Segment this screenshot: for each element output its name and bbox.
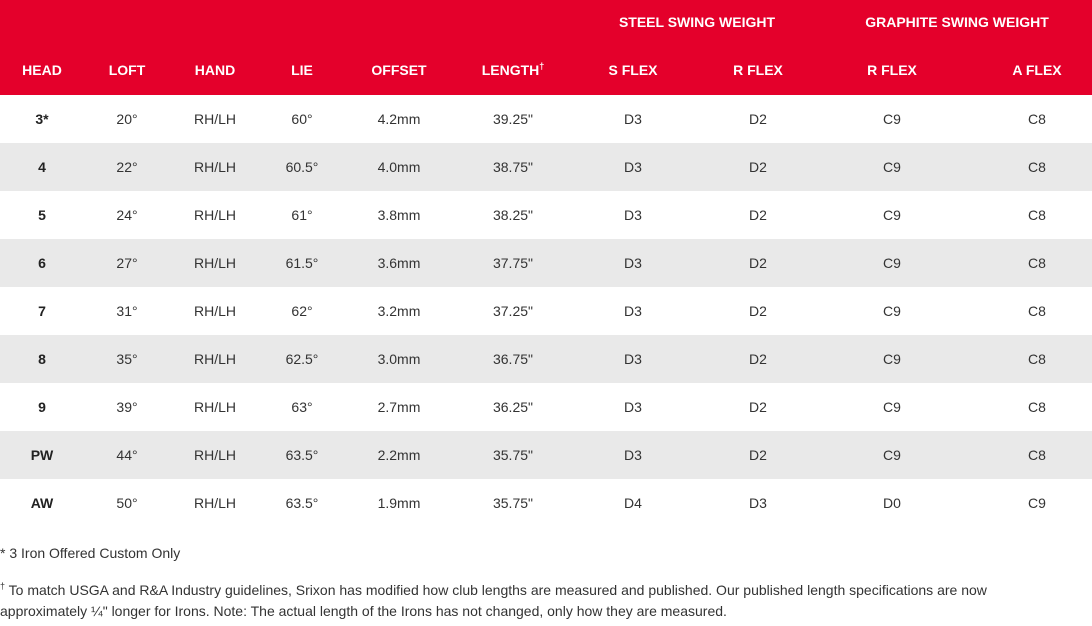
- cell-hand: RH/LH: [193, 255, 236, 271]
- cell-steel-r-flex: D2: [749, 399, 767, 415]
- cell-loft: 31°: [116, 303, 138, 319]
- cell-steel-s-flex: D3: [624, 255, 642, 271]
- cell-graphite-r-flex: C9: [883, 111, 901, 127]
- cell-head: 6: [38, 255, 46, 271]
- cell-steel-s-flex: D4: [624, 495, 642, 511]
- cell-steel-s-flex: D3: [624, 399, 642, 415]
- cell-length: 35.75": [492, 495, 533, 511]
- cell-length: 36.25": [492, 399, 533, 415]
- cell-steel-s-flex: D3: [624, 207, 642, 223]
- cell-hand: RH/LH: [193, 447, 236, 463]
- column-header-head: HEAD: [22, 62, 62, 78]
- cell-steel-r-flex: D2: [749, 111, 767, 127]
- cell-hand: RH/LH: [193, 399, 236, 415]
- column-header-graphite-a-flex: A FLEX: [1012, 62, 1062, 78]
- cell-graphite-a-flex: C8: [1028, 255, 1046, 271]
- cell-graphite-r-flex: C9: [883, 255, 901, 271]
- cell-hand: RH/LH: [193, 111, 236, 127]
- cell-offset: 2.2mm: [377, 447, 421, 463]
- footnote-custom-only: * 3 Iron Offered Custom Only: [0, 545, 181, 561]
- table-row: [0, 479, 1092, 527]
- table-row: [0, 239, 1092, 287]
- cell-steel-s-flex: D3: [624, 303, 642, 319]
- cell-steel-r-flex: D2: [749, 207, 767, 223]
- table-row: [0, 431, 1092, 479]
- column-header-offset: OFFSET: [371, 62, 427, 78]
- column-header-graphite-r-flex: R FLEX: [867, 62, 917, 78]
- footnote-length-text: To match USGA and R&A Industry guidelines, Srixon has modified how club lengths are measured and published. Our published length specifications are now approximately ¼" longer for Irons. Note: The actual length of the Irons has not changed, only how they are measured.: [0, 582, 987, 619]
- cell-lie: 63.5°: [285, 447, 319, 463]
- cell-length: 37.75": [492, 255, 533, 271]
- cell-hand: RH/LH: [193, 303, 236, 319]
- cell-head: AW: [30, 495, 54, 511]
- cell-steel-r-flex: D2: [749, 351, 767, 367]
- cell-steel-s-flex: D3: [624, 351, 642, 367]
- cell-lie: 63°: [291, 399, 313, 415]
- column-header-length-label: LENGTH: [481, 62, 540, 78]
- steel-swing-weight-group-title: STEEL SWING WEIGHT: [618, 14, 776, 30]
- cell-graphite-r-flex: C9: [883, 303, 901, 319]
- cell-graphite-r-flex: C9: [883, 447, 901, 463]
- cell-loft: 39°: [116, 399, 138, 415]
- cell-hand: RH/LH: [193, 351, 236, 367]
- cell-head: PW: [30, 447, 54, 463]
- cell-lie: 61.5°: [285, 255, 319, 271]
- cell-length: 39.25": [492, 111, 533, 127]
- cell-lie: 62°: [291, 303, 313, 319]
- cell-offset: 1.9mm: [377, 495, 421, 511]
- cell-length: 38.25": [492, 207, 533, 223]
- table-row: [0, 95, 1092, 143]
- cell-hand: RH/LH: [193, 207, 236, 223]
- cell-lie: 60.5°: [285, 159, 319, 175]
- cell-graphite-a-flex: C8: [1028, 303, 1046, 319]
- cell-steel-r-flex: D2: [749, 447, 767, 463]
- column-header-steel-s-flex: S FLEX: [608, 62, 658, 78]
- cell-graphite-r-flex: C9: [883, 351, 901, 367]
- cell-hand: RH/LH: [193, 159, 236, 175]
- cell-loft: 20°: [116, 111, 138, 127]
- cell-offset: 3.8mm: [377, 207, 421, 223]
- cell-length: 37.25": [492, 303, 533, 319]
- cell-length: 35.75": [492, 447, 533, 463]
- cell-head: 3*: [35, 111, 49, 127]
- column-header-lie: LIE: [291, 62, 313, 78]
- cell-lie: 61°: [291, 207, 313, 223]
- cell-offset: 3.2mm: [377, 303, 421, 319]
- length-dagger-mark: †: [539, 61, 545, 71]
- footnote-dagger-mark: †: [0, 581, 6, 591]
- cell-steel-r-flex: D2: [749, 303, 767, 319]
- cell-loft: 27°: [116, 255, 138, 271]
- cell-graphite-a-flex: C9: [1028, 495, 1046, 511]
- cell-steel-s-flex: D3: [624, 111, 642, 127]
- cell-hand: RH/LH: [193, 495, 236, 511]
- cell-steel-r-flex: D2: [749, 255, 767, 271]
- cell-head: 5: [38, 207, 46, 223]
- cell-offset: 2.7mm: [377, 399, 421, 415]
- spec-table-header: [0, 0, 1092, 95]
- cell-lie: 62.5°: [285, 351, 319, 367]
- cell-loft: 44°: [116, 447, 138, 463]
- graphite-swing-weight-group-title: GRAPHITE SWING WEIGHT: [865, 14, 1049, 30]
- cell-steel-r-flex: D3: [749, 495, 767, 511]
- cell-graphite-a-flex: C8: [1028, 111, 1046, 127]
- cell-length: 36.75": [492, 351, 533, 367]
- cell-loft: 24°: [116, 207, 138, 223]
- cell-graphite-a-flex: C8: [1028, 399, 1046, 415]
- cell-head: 7: [38, 303, 46, 319]
- cell-offset: 3.0mm: [377, 351, 421, 367]
- cell-loft: 22°: [116, 159, 138, 175]
- cell-head: 9: [38, 399, 46, 415]
- cell-offset: 3.6mm: [377, 255, 421, 271]
- table-row: [0, 287, 1092, 335]
- cell-steel-r-flex: D2: [749, 159, 767, 175]
- cell-graphite-r-flex: C9: [883, 207, 901, 223]
- footnote-length-guidelines: [0, 580, 1060, 622]
- cell-loft: 50°: [116, 495, 138, 511]
- column-header-steel-r-flex: R FLEX: [733, 62, 783, 78]
- table-row: [0, 335, 1092, 383]
- cell-graphite-a-flex: C8: [1028, 207, 1046, 223]
- cell-graphite-a-flex: C8: [1028, 159, 1046, 175]
- table-row: [0, 191, 1092, 239]
- cell-graphite-r-flex: C9: [883, 399, 901, 415]
- cell-steel-s-flex: D3: [624, 447, 642, 463]
- spec-table-body: [0, 95, 1092, 527]
- column-header-length: [454, 62, 572, 78]
- cell-graphite-a-flex: C8: [1028, 447, 1046, 463]
- cell-length: 38.75": [492, 159, 533, 175]
- cell-head: 4: [38, 159, 46, 175]
- cell-offset: 4.2mm: [377, 111, 421, 127]
- cell-head: 8: [38, 351, 46, 367]
- cell-graphite-r-flex: C9: [883, 159, 901, 175]
- table-row: [0, 143, 1092, 191]
- cell-graphite-r-flex: D0: [883, 495, 901, 511]
- cell-steel-s-flex: D3: [624, 159, 642, 175]
- cell-graphite-a-flex: C8: [1028, 351, 1046, 367]
- column-header-hand: HAND: [194, 62, 236, 78]
- cell-offset: 4.0mm: [377, 159, 421, 175]
- cell-lie: 60°: [291, 111, 313, 127]
- cell-lie: 63.5°: [285, 495, 319, 511]
- column-header-loft: LOFT: [108, 62, 146, 78]
- table-row: [0, 383, 1092, 431]
- cell-loft: 35°: [116, 351, 138, 367]
